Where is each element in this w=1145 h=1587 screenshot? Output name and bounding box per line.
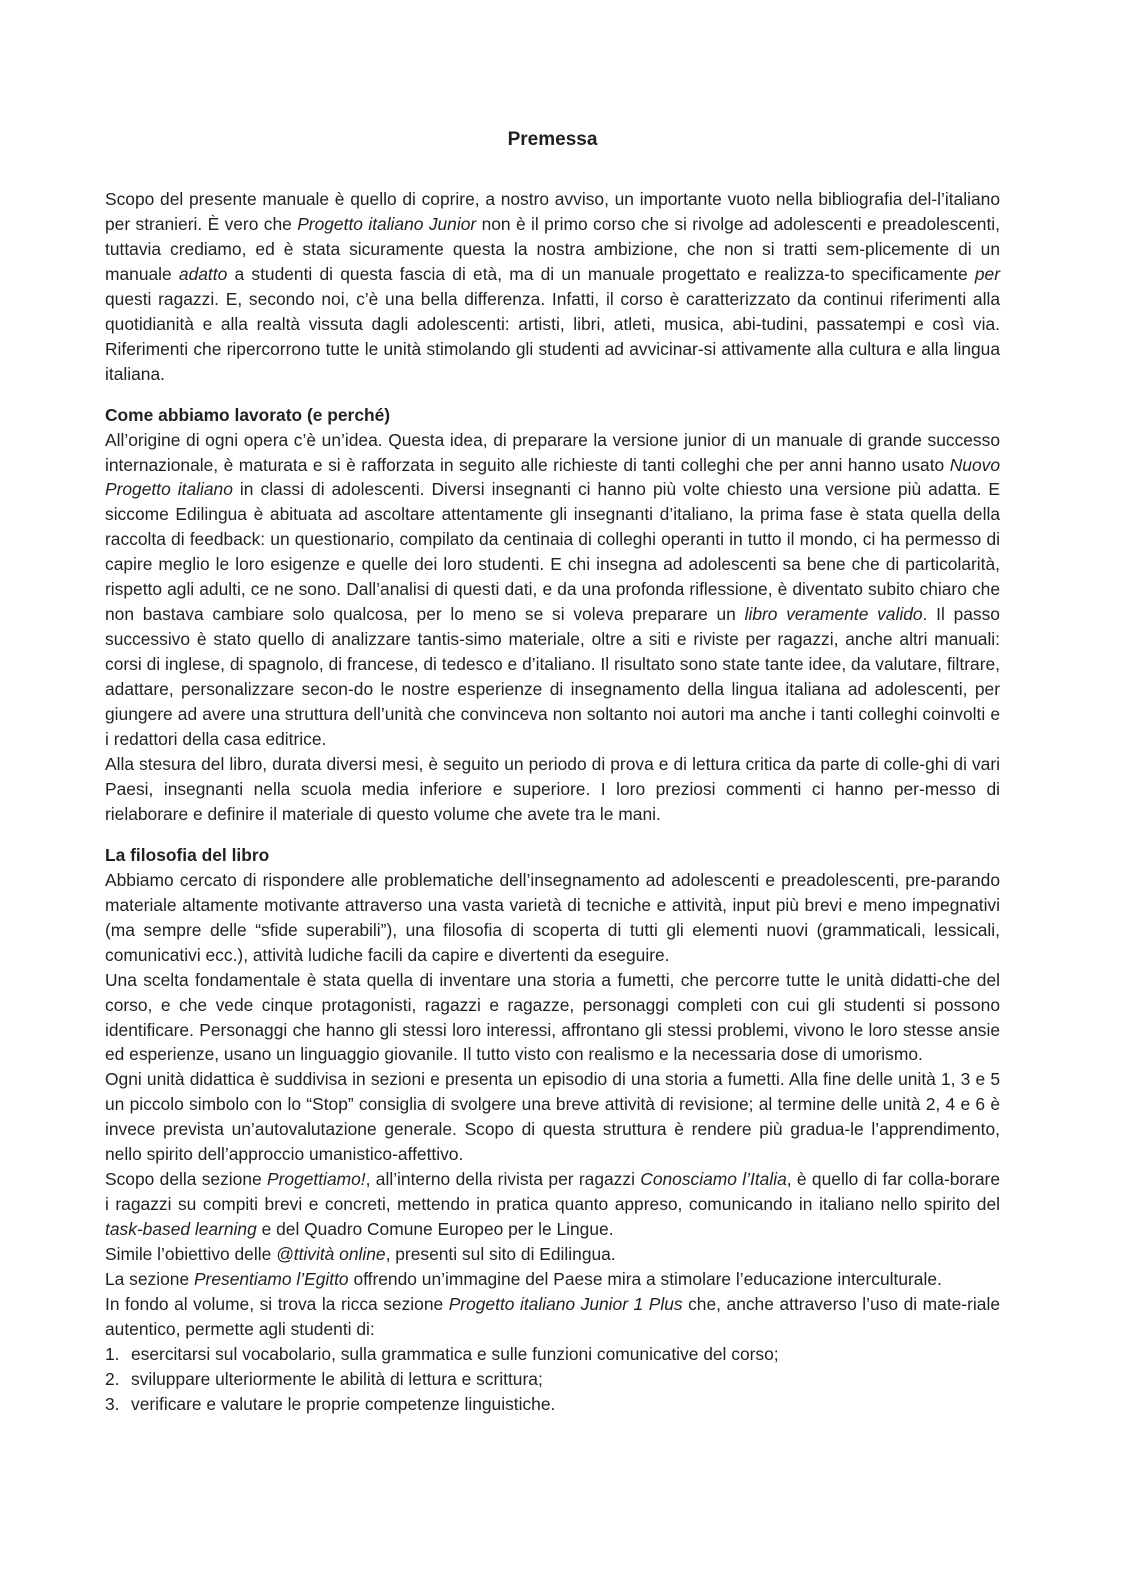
philosophy-paragraph: In fondo al volume, si trova la ricca sezione Progetto italiano Junior 1 Plus che, anche attraverso l’uso di mate-riale autentico, permette agli studenti di: — [105, 1293, 1000, 1339]
page-title: Premessa — [507, 129, 598, 150]
methodology-paragraph: Alla stesura del libro, durata diversi mesi, è seguito un periodo di prova e di lettura critica da parte di colle-ghi di vari Paesi, insegnanti nella scuola media inferiore e superiore. I loro preziosi commenti ci hanno per-messo di rielaborare e definire il materiale di questo volume che avete tra le mani. — [105, 753, 1000, 824]
methodology-paragraph: All’origine di ogni opera c’è un’idea. Questa idea, di preparare la versione junior di un manuale di grande successo internazionale, è maturata e si è rafforzata in seguito alle richieste di tanti colleghi che per anni hanno usato Nuovo Progetto italiano in classi di adolescenti. Diversi insegnanti ci hanno più volte chiesto una versione più adatta. E siccome Edilingua è abituata ad ascoltare attentamente gli insegnanti d’italiano, la prima fase è stata quella della raccolta di feedback: un questionario, compilato da centinaia di colleghi operanti in tutto il mondo, ci ha permesso di capire meglio le loro esigenze e quelle dei loro studenti. E chi insegna ad adolescenti sa bene che di particolarità, rispetto agli adulti, ce ne sono. Dall’analisi di questi dati, e da una profonda riflessione, è diventato subito chiaro che non bastava cambiare solo qualcosa, per lo meno se si voleva preparare un libro veramente valido. Il passo successivo è stato quello di analizzare tantis-simo materiale, oltre a siti e riviste per ragazzi, anche altri manuali: corsi di inglese, di spagnolo, di francese, di tedesco e d’italiano. Il risultato sono state tante idee, da valutare, filtrare, adattare, personalizzare secon-do le nostre esperienze di insegnamento della lingua italiana ad adolescenti, per giungere ad avere una struttura dell’unità che convinceva non soltanto noi autori ma anche i tanti colleghi coinvolti e i redattori della casa editrice. — [105, 429, 1000, 750]
philosophy-paragraph: Abbiamo cercato di rispondere alle problematiche dell’insegnamento ad adolescenti e preadolescenti, pre-parando materiale altamente motivante attraverso una vasta varietà di tecniche e attività, input più brevi e meno impegnativi (ma sempre delle “sfide superabili”), una filosofia di scoperta di tutti gli elementi nuovi (grammaticali, lessicali, comunicativi ecc.), attività ludiche facili da capire e divertenti da eseguire. — [105, 869, 1000, 965]
philosophy-paragraph: Simile l’obiettivo delle @ttività online, presenti sul sito di Edilingua. — [105, 1244, 616, 1265]
document-page — [105, 126, 1000, 1417]
list-item: 2. sviluppare ulteriormente le abilità di lettura e scrittura; — [105, 1368, 543, 1389]
philosophy-paragraph: Una scelta fondamentale è stata quella di inventare una storia a fumetti, che percorre tutte le unità didatti-che del corso, e che vede cinque protagonisti, ragazzi e ragazze, personaggi completi con cui gli studenti si possono identificare. Personaggi che hanno gli stessi loro interessi, affrontano gli stessi problemi, vivono le loro stesse ansie ed esperienze, usano un linguaggio giovanile. Il tutto visto con realismo e la necessaria dose di umorismo. — [105, 969, 1000, 1065]
philosophy-paragraph: Scopo della sezione Progettiamo!, all’interno della rivista per ragazzi Conosciamo l’Italia, è quello di far colla-borare i ragazzi su compiti brevi e concreti, mettendo in pratica quanto appreso, comunicando in italiano nello spirito del task-based learning e del Quadro Comune Europeo per le Lingue. — [105, 1169, 1001, 1240]
section-heading-methodology: Come abbiamo lavorato (e perché) — [105, 404, 391, 425]
philosophy-paragraph: Ogni unità didattica è suddivisa in sezioni e presenta un episodio di una storia a fumetti. Alla fine delle unità 1, 3 e 5 un piccolo simbolo con lo “Stop” consiglia di svolgere una breve attività di revisione; al termine delle unità 2, 4 e 6 è invece prevista un’autovalutazione generale. Scopo di questa struttura è rendere più gradua-le l’apprendimento, nello spirito dell’approccio umanistico-affettivo. — [105, 1069, 1000, 1165]
philosophy-paragraph: La sezione Presentiamo l’Egitto offrendo un’immagine del Paese mira a stimolare l’educazione interculturale. — [105, 1269, 942, 1290]
list-item: 1. esercitarsi sul vocabolario, sulla grammatica e sulle funzioni comunicative del corso; — [105, 1343, 779, 1364]
list-item: 3. verificare e valutare le proprie competenze linguistiche. — [105, 1393, 556, 1414]
objectives-list — [105, 1342, 1000, 1417]
intro-paragraph: Scopo del presente manuale è quello di coprire, a nostro avviso, un importante vuoto nella bibliografia del-l’italiano per stranieri. È vero che Progetto italiano Junior non è il primo corso che si rivolge ad adolescenti e preadolescenti, tuttavia crediamo, ed è stata sicuramente questa la nostra ambizione, che non si tratti sem-plicemente di un manuale adatto a studenti di questa fascia di età, ma di un manuale progettato e realizza-to specificamente per questi ragazzi. E, secondo noi, c’è una bella differenza. Infatti, il corso è caratterizzato da continui riferimenti alla quotidianità e alla realtà vissuta dagli adolescenti: artisti, libri, atleti, musica, abi-tudini, passatempi e così via. Riferimenti che ripercorrono tutte le unità stimolando gli studenti ad avvicinar-si attivamente alla cultura e alla lingua italiana. — [105, 189, 1000, 384]
section-heading-philosophy: La filosofia del libro — [105, 844, 270, 865]
